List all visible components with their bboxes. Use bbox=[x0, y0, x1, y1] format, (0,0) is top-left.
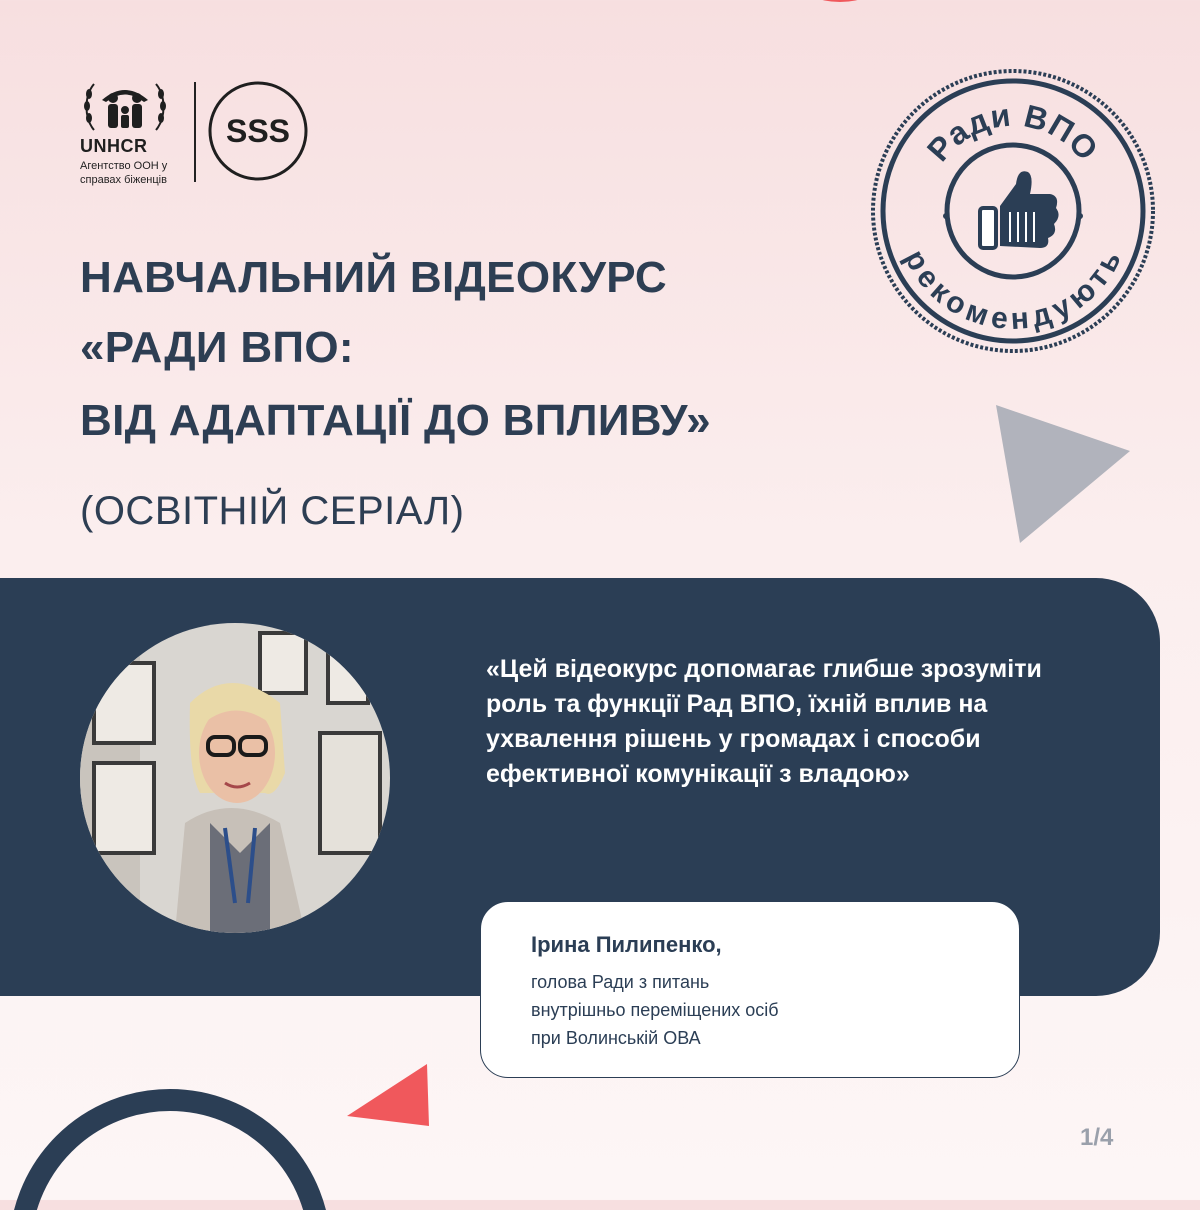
decorative-circle bbox=[800, 0, 880, 4]
author-name: Ірина Пилипенко, bbox=[531, 932, 722, 957]
quote-text: «Цей відеокурс допомагає глибше зрозуміти роль та функції Рад ВПО, їхній вплив на ухвалення рішень у громадах і способи ефективної комунікації з владою» bbox=[486, 655, 1042, 788]
decorative-triangle-gray bbox=[990, 403, 1132, 548]
unhcr-name: UNHCR bbox=[80, 136, 148, 156]
thumbs-up-icon bbox=[980, 171, 1059, 248]
decorative-triangle-red bbox=[345, 1062, 430, 1128]
svg-text:рекомендують bbox=[898, 245, 1128, 336]
unhcr-emblem-icon bbox=[80, 78, 170, 136]
svg-text:Ради ВПО bbox=[920, 97, 1106, 168]
title-line-1: НАВЧАЛЬНИЙ ВІДЕОКУРС bbox=[80, 253, 667, 302]
unhcr-logo bbox=[80, 78, 180, 186]
unhcr-subtitle-line2: справах біженців bbox=[80, 174, 167, 186]
author-role-line-3: при Волинській ОВА bbox=[531, 1028, 701, 1048]
author-role-line-2: внутрішньо переміщених осіб bbox=[531, 1000, 779, 1020]
stamp-bottom-text: рекомендують bbox=[897, 244, 1129, 337]
subtitle: (ОСВІТНІЙ СЕРІАЛ) bbox=[80, 489, 465, 533]
title-line-2: «РАДИ ВПО: bbox=[80, 323, 354, 372]
unhcr-subtitle-line1: Агентство ООН у bbox=[80, 160, 168, 172]
author-card bbox=[480, 901, 1020, 1078]
speaker-portrait bbox=[80, 623, 390, 933]
author-role-line-1: голова Ради з питань bbox=[531, 972, 710, 992]
title-line-3: ВІД АДАПТАЦІЇ ДО ВПЛИВУ» bbox=[80, 396, 711, 445]
recommendation-stamp bbox=[868, 66, 1158, 356]
decorative-ring bbox=[0, 1050, 370, 1210]
logo-divider bbox=[194, 82, 196, 182]
sss-logo-text: SSS bbox=[225, 113, 291, 149]
stamp-top-text: Ради ВПО bbox=[919, 96, 1106, 168]
sss-logo bbox=[207, 80, 309, 182]
page-counter: 1/4 bbox=[1080, 1124, 1114, 1151]
